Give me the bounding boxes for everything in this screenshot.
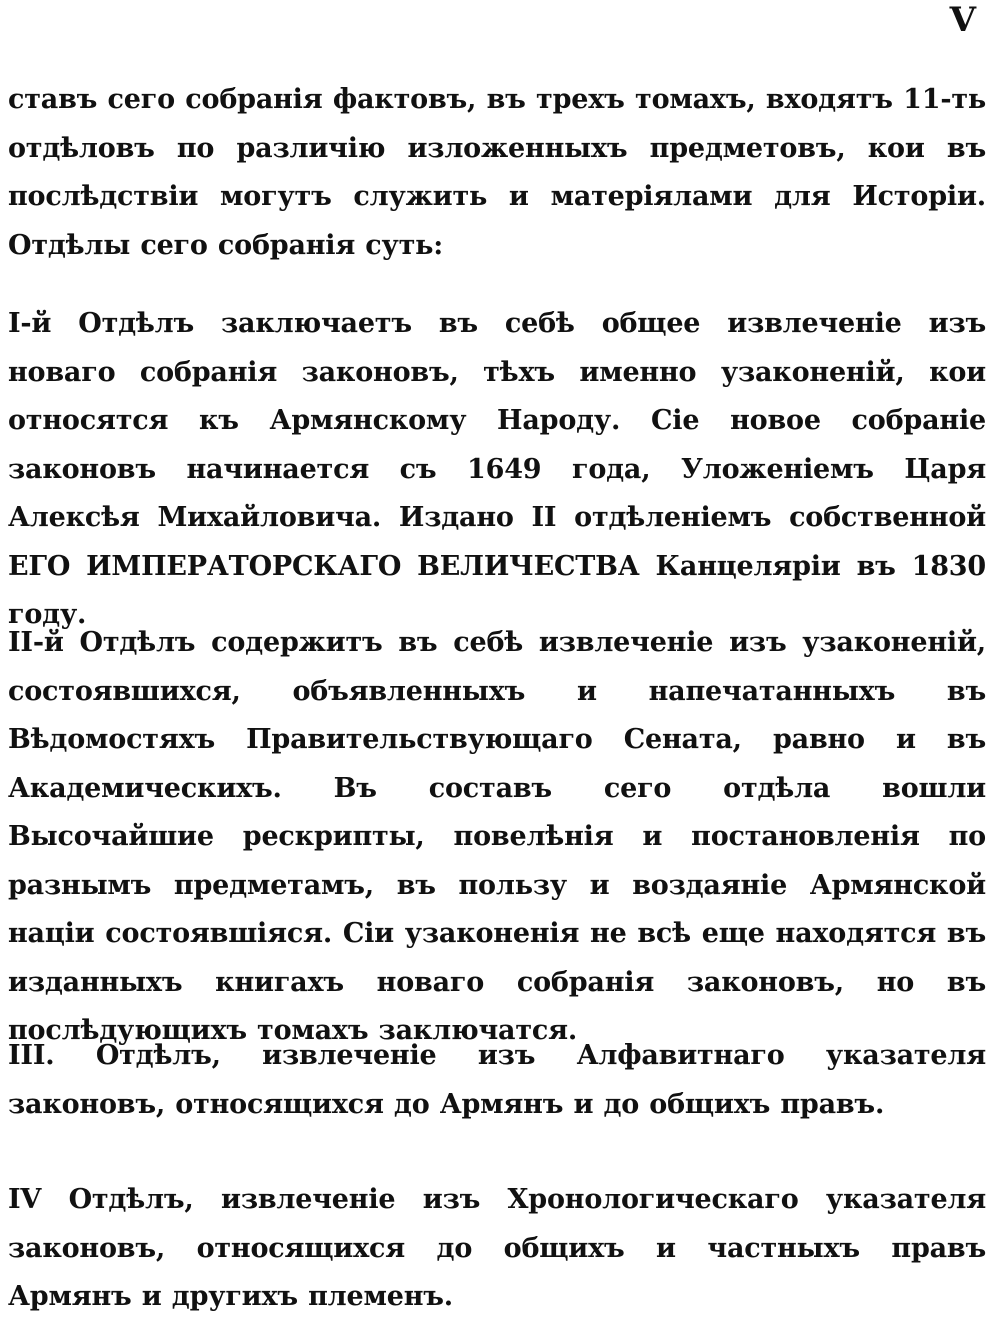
section-1-heading: I-й Отдѣлъ [8,308,195,339]
section-4-paragraph [8,1176,986,1322]
section-3-heading: III. Отдѣлъ, [8,1040,221,1071]
section-2-paragraph [8,619,986,1056]
intro-paragraph: ставъ сего собранія фактовъ, въ трехъ томахъ, входятъ 11-ть отдѣловъ по различію изложенныхъ предметовъ, кои въ послѣдствіи могутъ служить и матеріялами для Исторіи. Отдѣлы сего собранія суть: [8,84,986,261]
section-3-text: извлеченіе изъ Алфавитнаго указателя законовъ, относящихся до Армянъ и до общихъ правъ. [8,1040,986,1120]
section-4-text: извлеченіе изъ Хронологическаго указателя законовъ, относящихся до общихъ и частныхъ правъ Армянъ и другихъ племенъ. [8,1184,987,1312]
section-1-text: заключаетъ въ себѣ общее извлеченіе изъ новаго собранія законовъ, тѣхъ именно узаконеній, кои относятся къ Армянскому Народу. Сіе новое собраніе законовъ начинается съ 1649 года, Уложеніемъ Царя Алексѣя Михайловича. Издано II отдѣленіемъ собственной ЕГО ИМПЕРАТОРСКАГО ВЕЛИЧЕСТВА Канцеляріи въ 1830 году. [8,308,986,630]
page-number: V [949,0,976,40]
section-4-heading: IV Отдѣлъ, [8,1184,194,1215]
section-2-text: содержитъ въ себѣ извлеченіе изъ узаконеній, состоявшихся, объявленныхъ и напечатанныхъ въ Вѣдомостяхъ Правительствующаго Сената, равно и въ Академическихъ. Въ составъ сего отдѣла вошли Высочайшие рескрипты, повелѣнія и постановленія по разнымъ предметамъ, въ пользу и воздаяніе Армянской націи состоявшіяся. Сіи узаконенія не всѣ еще находятся въ изданныхъ книгахъ новаго собранія законовъ, но въ послѣдующихъ томахъ заключатся. [8,627,986,1046]
section-3-paragraph [8,1032,986,1129]
section-1-paragraph [8,300,986,640]
section-2-heading: II-й Отдѣлъ [8,627,196,658]
